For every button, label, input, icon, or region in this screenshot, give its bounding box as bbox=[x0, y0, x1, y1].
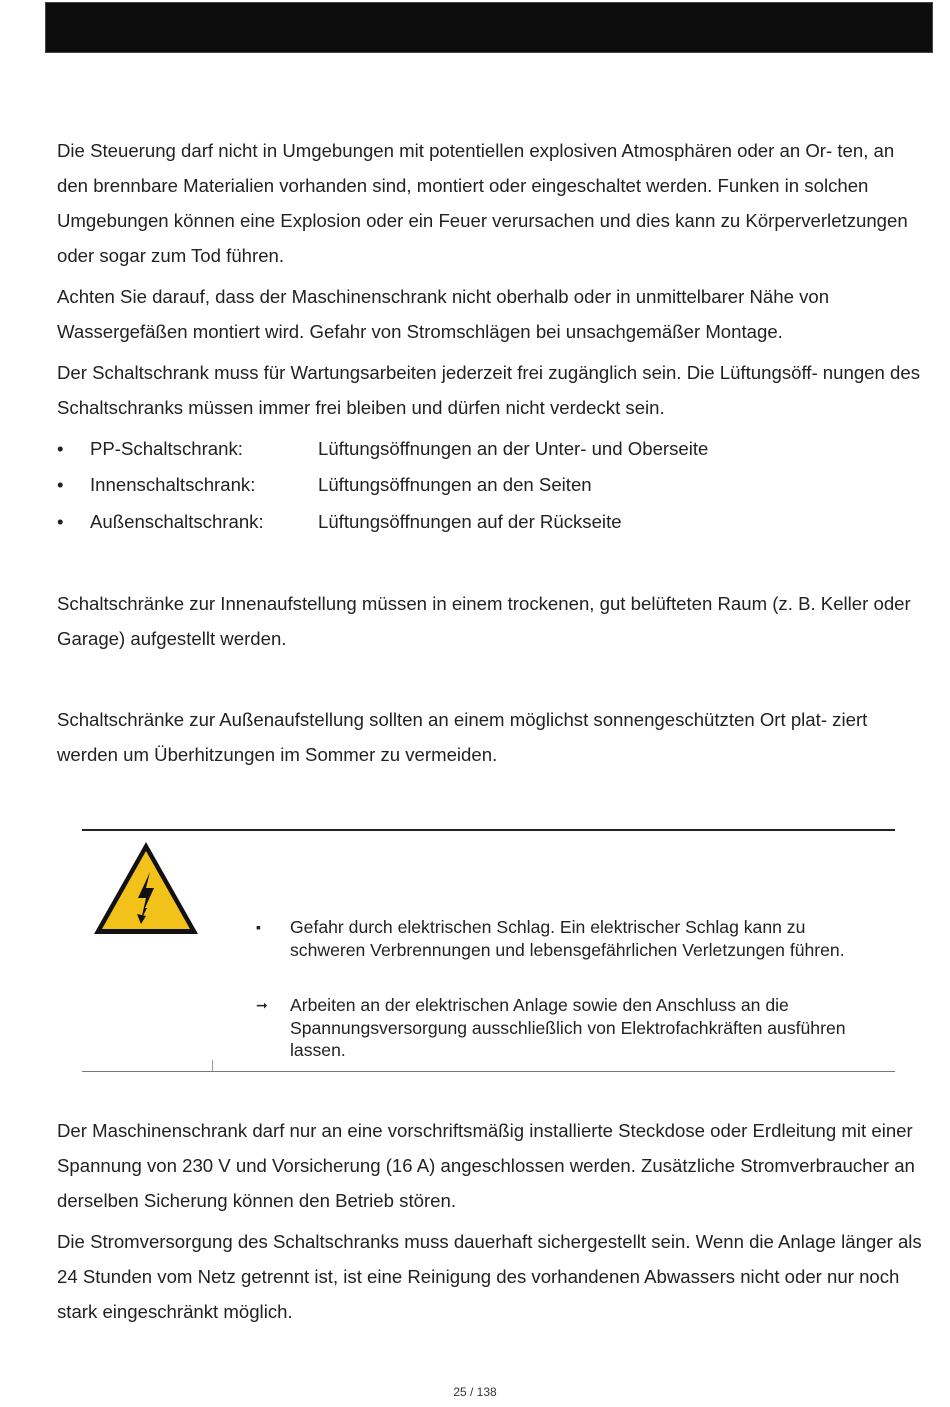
warning-bottom-rule bbox=[82, 1071, 895, 1072]
bullet-icon: • bbox=[57, 511, 64, 532]
bullet-icon: • bbox=[57, 438, 64, 459]
warning-hazard-text: Gefahr durch elektrischen Schlag. Ein elektrischer Schlag kann zu schweren Verbrennungen und lebensgefährlichen Verletzungen führen. bbox=[290, 917, 845, 960]
bullet-icon: • bbox=[57, 474, 64, 495]
paragraph-power-supply: Die Stromversorgung des Schaltschranks muss dauerhaft sichergestellt sein. Wenn die Anlage länger als 24 Stunden vom Netz getrennt ist, ist eine Reinigung des vorhandenen Abwassers nicht oder nur noch stark eingeschränkt möglich. bbox=[57, 1231, 922, 1322]
electric-hazard-icon bbox=[92, 840, 200, 936]
paragraph-water-vessels: Achten Sie darauf, dass der Maschinenschrank nicht oberhalb oder in unmittelbarer Nähe von Wassergefäßen montiert wird. Gefahr von Stromschlägen bei unsachgemäßer Montage. bbox=[57, 286, 830, 342]
paragraph-explosive-atmosphere: Die Steuerung darf nicht in Umgebungen mit potentiellen explosiven Atmosphären oder an Or- ten, an den brennbare Materialien vorhanden sind, montiert oder eingeschaltet werden. Funken in solchen Umgebungen können eine Explosion oder ein Feuer verursachen und dies kann zu Körperverletzungen oder sogar zum Tod führen. bbox=[57, 140, 908, 266]
page-number: 25 / 138 bbox=[453, 1385, 497, 1399]
warning-top-rule bbox=[82, 829, 895, 831]
list-item-term: Außenschaltschrank: bbox=[90, 511, 264, 532]
paragraph-outdoor-installation: Schaltschränke zur Außenaufstellung sollten an einem möglichst sonnengeschützten Ort plat- ziert werden um Überhitzungen im Sommer zu vermeiden. bbox=[57, 709, 868, 765]
warning-action-text: Arbeiten an der elektrischen Anlage sowie den Anschluss an die Spannungsversorgung ausschließlich von Elektrofachkräften ausführen lassen. bbox=[290, 995, 846, 1060]
paragraph-indoor-installation: Schaltschränke zur Innenaufstellung müssen in einem trockenen, gut belüfteten Raum (z. B. Keller oder Garage) aufgestellt werden. bbox=[57, 593, 911, 649]
list-item-term: Innenschaltschrank: bbox=[90, 474, 256, 495]
list-item-description: Lüftungsöffnungen an den Seiten bbox=[318, 474, 592, 495]
square-bullet-icon: ▪ bbox=[256, 919, 261, 935]
list-item-description: Lüftungsöffnungen auf der Rückseite bbox=[318, 511, 622, 532]
paragraph-accessibility: Der Schaltschrank muss für Wartungsarbeiten jederzeit frei zugänglich sein. Die Lüftungsöff- nungen des Schaltschranks müssen immer frei bleiben und dürfen nicht verdeckt sein. bbox=[57, 362, 921, 418]
header-bar bbox=[45, 2, 933, 53]
paragraph-power-connection: Der Maschinenschrank darf nur an eine vorschriftsmäßig installierte Steckdose oder Erdleitung mit einer Spannung von 230 V und Vorsicherung (16 A) angeschlossen werden. Zusätzliche Stromverbraucher an derselben Sicherung können den Betrieb stören. bbox=[57, 1120, 915, 1211]
list-item-description: Lüftungsöffnungen an der Unter- und Oberseite bbox=[318, 438, 709, 459]
arrow-right-icon: ➞ bbox=[256, 997, 268, 1013]
list-item-term: PP-Schaltschrank: bbox=[90, 438, 243, 459]
